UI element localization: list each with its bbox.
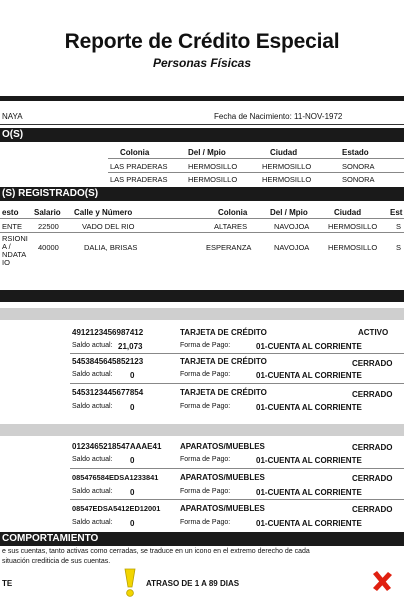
job-calle: VADO DEL RIO xyxy=(82,222,135,231)
account-number: 5453845645852123 xyxy=(72,357,144,366)
rule xyxy=(70,499,404,500)
col-puesto: esto xyxy=(2,208,19,217)
account-status: CERRADO xyxy=(352,505,393,514)
saldo-label: Saldo actual: xyxy=(72,371,113,378)
account-type: APARATOS/MUEBLES xyxy=(180,442,265,451)
section-addresses: O(S) xyxy=(0,128,404,142)
forma-value: 01-CUENTA AL CORRIENTE xyxy=(256,342,362,351)
forma-label: Forma de Pago: xyxy=(180,488,231,495)
rule xyxy=(0,218,404,219)
col-salario: Salario xyxy=(34,208,61,217)
addr-ciudad: HERMOSILLO xyxy=(262,175,312,184)
accounts-group1-band xyxy=(0,308,404,320)
addr-mpio: HERMOSILLO xyxy=(188,162,238,171)
section-employment: (S) REGISTRADO(S) xyxy=(0,187,404,201)
col-calle: Calle y Número xyxy=(74,208,133,217)
saldo-label: Saldo actual: xyxy=(72,403,113,410)
saldo-value: 0 xyxy=(130,403,135,412)
job-ciudad: HERMOSILLO xyxy=(328,222,378,231)
job-puesto-line: A / xyxy=(2,242,11,251)
birth-date: Fecha de Nacimiento: 11-NOV-1972 xyxy=(214,112,343,121)
rule xyxy=(108,158,404,159)
saldo-value: 0 xyxy=(130,488,135,497)
saldo-label: Saldo actual: xyxy=(72,519,113,526)
col-estado: Estado xyxy=(342,148,369,157)
job-puesto xyxy=(2,235,28,267)
job-mpio: NAVOJOA xyxy=(274,243,310,252)
saldo-label: Saldo actual: xyxy=(72,456,113,463)
account-status: CERRADO xyxy=(352,390,393,399)
account-number: 085476584EDSA1233841 xyxy=(72,473,159,482)
rule xyxy=(70,353,404,354)
job-estado: S xyxy=(396,243,402,252)
forma-value: 01-CUENTA AL CORRIENTE xyxy=(256,371,362,380)
top-divider-bar xyxy=(0,96,404,101)
person-name: NAYA xyxy=(2,112,23,121)
forma-value: 01-CUENTA AL CORRIENTE xyxy=(256,403,362,412)
col-mpio: Del / Mpio xyxy=(188,148,226,157)
addr-ciudad: HERMOSILLO xyxy=(262,162,312,171)
behavior-text-line1: e sus cuentas, tanto activas como cerradas, se traduce en un icono en el extremo derecho de cada xyxy=(2,548,310,555)
forma-value: 01-CUENTA AL CORRIENTE xyxy=(256,488,362,497)
job-calle: DALIA, BRISAS xyxy=(84,243,138,252)
addr-estado: SONORA xyxy=(342,175,375,184)
account-status: ACTIVO xyxy=(358,328,389,337)
col-ciudad: Ciudad xyxy=(270,148,298,157)
account-type: TARJETA DE CRÉDITO xyxy=(180,388,267,397)
account-status: CERRADO xyxy=(352,474,393,483)
job-puesto-line: IO xyxy=(2,258,10,267)
forma-label: Forma de Pago: xyxy=(180,403,231,410)
job-colonia: ALTARES xyxy=(214,222,248,231)
account-number: 08547EDSA5412ED12001 xyxy=(72,504,161,513)
job-estado: S xyxy=(396,222,402,231)
behavior-text-line2: situación crediticia de sus cuentas. xyxy=(2,558,111,565)
section-accounts-bar xyxy=(0,290,404,302)
forma-value: 01-CUENTA AL CORRIENTE xyxy=(256,456,362,465)
col-colonia: Colonia xyxy=(120,148,150,157)
rule xyxy=(70,383,404,384)
job-puesto-line: NDATA xyxy=(2,250,27,259)
col-ciudad: Ciudad xyxy=(334,208,362,217)
saldo-label: Saldo actual: xyxy=(72,488,113,495)
job-ciudad: HERMOSILLO xyxy=(328,243,378,252)
account-type: TARJETA DE CRÉDITO xyxy=(180,328,267,337)
account-type: APARATOS/MUEBLES xyxy=(180,473,265,482)
rule xyxy=(70,468,404,469)
account-number: 4912123456987412 xyxy=(72,328,144,337)
col-colonia: Colonia xyxy=(218,208,248,217)
account-status: CERRADO xyxy=(352,443,393,452)
section-behavior: COMPORTAMIENTO xyxy=(0,532,404,546)
job-puesto: ENTE xyxy=(2,222,23,231)
account-number: 0123465218547AAAE41 xyxy=(72,442,162,451)
job-salario: 22500 xyxy=(38,222,59,231)
legend-late-label: ATRASO DE 1 A 89 DIAS xyxy=(146,579,240,588)
col-mpio: Del / Mpio xyxy=(270,208,308,217)
account-type: APARATOS/MUEBLES xyxy=(180,504,265,513)
red-cross-icon xyxy=(370,569,394,593)
addr-mpio: HERMOSILLO xyxy=(188,175,238,184)
account-number: 5453123445677854 xyxy=(72,388,144,397)
warning-exclamation-icon xyxy=(122,568,138,598)
report-subtitle: Personas Físicas xyxy=(152,56,252,70)
job-mpio: NAVOJOA xyxy=(274,222,310,231)
rule xyxy=(0,232,404,233)
forma-label: Forma de Pago: xyxy=(180,456,231,463)
forma-label: Forma de Pago: xyxy=(180,519,231,526)
legend-ok-label: TE xyxy=(2,579,13,588)
accounts-group2-band xyxy=(0,424,404,436)
addr-colonia: LAS PRADERAS xyxy=(110,175,168,184)
saldo-value: 21,073 xyxy=(118,342,143,351)
saldo-label: Saldo actual: xyxy=(72,342,113,349)
saldo-value: 0 xyxy=(130,371,135,380)
forma-label: Forma de Pago: xyxy=(180,342,231,349)
account-type: TARJETA DE CRÉDITO xyxy=(180,357,267,366)
col-estado: Est xyxy=(390,208,403,217)
addr-estado: SONORA xyxy=(342,162,375,171)
rule xyxy=(108,172,404,173)
job-salario: 40000 xyxy=(38,243,59,252)
addr-colonia: LAS PRADERAS xyxy=(110,162,168,171)
job-colonia: ESPERANZA xyxy=(206,243,252,252)
account-status: CERRADO xyxy=(352,359,393,368)
report-title: Reporte de Crédito Especial xyxy=(64,30,340,53)
forma-label: Forma de Pago: xyxy=(180,371,231,378)
saldo-value: 0 xyxy=(130,456,135,465)
forma-value: 01-CUENTA AL CORRIENTE xyxy=(256,519,362,528)
job-puesto-line: RSIONI xyxy=(2,234,28,243)
rule xyxy=(0,124,404,125)
saldo-value: 0 xyxy=(130,519,135,528)
